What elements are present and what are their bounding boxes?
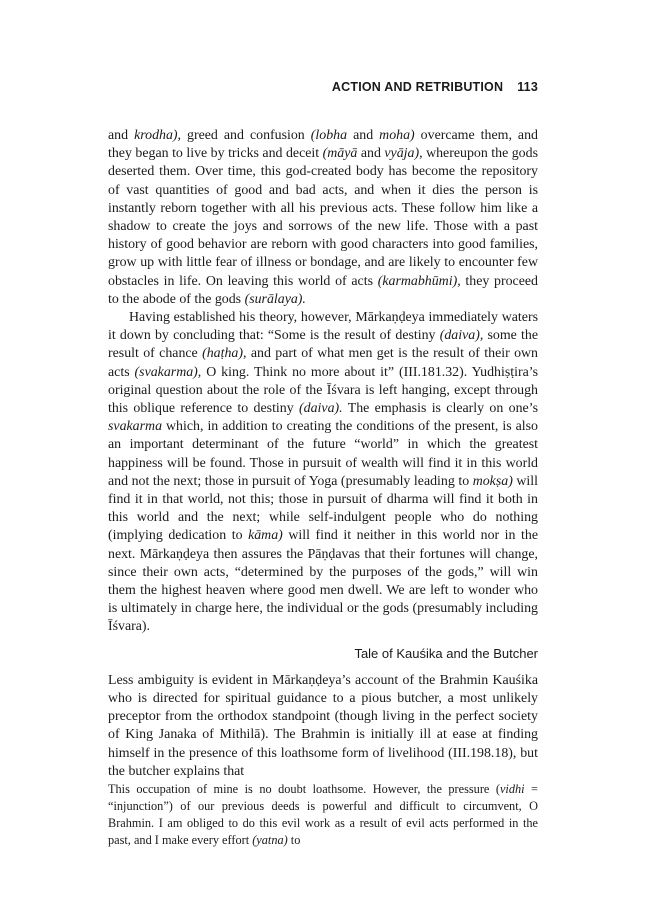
- italic-term: (yatna): [252, 832, 288, 847]
- italic-term: (māyā: [322, 146, 358, 162]
- italic-term: (surālaya).: [244, 291, 306, 307]
- italic-term: vidhi: [499, 781, 525, 796]
- paragraph-3: Less ambiguity is evident in Mārkaṇḍeya’s account of the Brahmin Kauśika who is directed for spiritual guidance to a pious butcher, a most unlikely preceptor from the orthodox standpoint (though living in the perfect society of King Janaka of Mithilā). The Brahmin is initially ill at ease at finding himself in the presence of this loathsome form of livelihood (III.198.18), but the butcher explains that: [108, 672, 538, 779]
- italic-term: (svakarma),: [134, 364, 202, 380]
- italic-term: (daiva),: [439, 328, 484, 344]
- italic-term: krodha),: [134, 128, 182, 143]
- page-number: 113: [517, 80, 538, 94]
- italic-term: (lobha: [310, 128, 348, 143]
- running-head-title: ACTION AND RETRIBUTION: [331, 80, 504, 94]
- italic-term: mokṣa): [472, 473, 513, 489]
- italic-term: vyāja),: [384, 146, 423, 162]
- italic-term: kāma): [248, 528, 283, 544]
- section-subheading: Tale of Kauśika and the Butcher: [354, 645, 538, 661]
- italic-term: moha): [379, 128, 415, 143]
- italic-term: svakarma: [108, 419, 163, 435]
- running-head: [332, 80, 538, 94]
- block-quote: This occupation of mine is no doubt loathsome. However, the pressure (vidhi = “injunction”) of our previous deeds is powerful and difficult to circumvent, O Brahmin. I am obliged to do this evil work as a result of evil acts performed in the past, and I make every effort (yatna) to: [108, 781, 538, 847]
- italic-term: (daiva).: [299, 401, 343, 417]
- body-text: [108, 127, 538, 849]
- italic-term: (karmabhūmi),: [377, 273, 461, 289]
- paragraph-1: and krodha), greed and confusion (lobha and moha) overcame them, and they began to live by tricks and deceit (māyā and vyāja), whereupon the gods deserted them. Over time, this god-created body has become the repository of vast quantities of good and bad acts, and when it dies the person is instantly reborn together with all his previous acts. These follow him like a shadow to create the joys and sorrows of the new life. Those with a past history of good behavior are reborn with good characters into good families, grow up with little fear of illness or bondage, and are likely to encounter few obstacles in life. On leaving this world of acts (karmabhūmi), they proceed to the abode of the gods (surālaya).: [108, 128, 538, 307]
- italic-term: (haṭha),: [202, 346, 247, 362]
- paragraph-2: Having established his theory, however, Mārkaṇḍeya immediately waters it down by concluding that: “Some is the result of destiny (daiva), some the result of chance (haṭha), and part of what men get is the result of their own acts (svakarma), O king. Think no more about it” (III.181.32). Yudhiṣṭira’s original question about the role of the Īśvara is left hanging, except through this oblique reference to destiny (daiva). The emphasis is clearly on one’s svakarma which, in addition to creating the conditions of the present, is also an important determinant of the future “world” in which the greatest happiness will be found. Those in pursuit of wealth will find it in this world and not the next; those in pursuit of Yoga (presumably leading to mokṣa) will find it in that world, not this; those in pursuit of dharma will find it both in this world and the next; while self-indulgent people who do nothing (implying dedication to kāma) will find it neither in this world nor in the next. Mārkaṇḍeya then assures the Pāṇḍavas that their fortunes will change, since their own acts, “determined by the purposes of the gods,” will win them the highest heaven where good men dwell. We are left to wonder who is ultimately in charge here, the individual or the gods (presumably including Īśvara).: [108, 310, 539, 635]
